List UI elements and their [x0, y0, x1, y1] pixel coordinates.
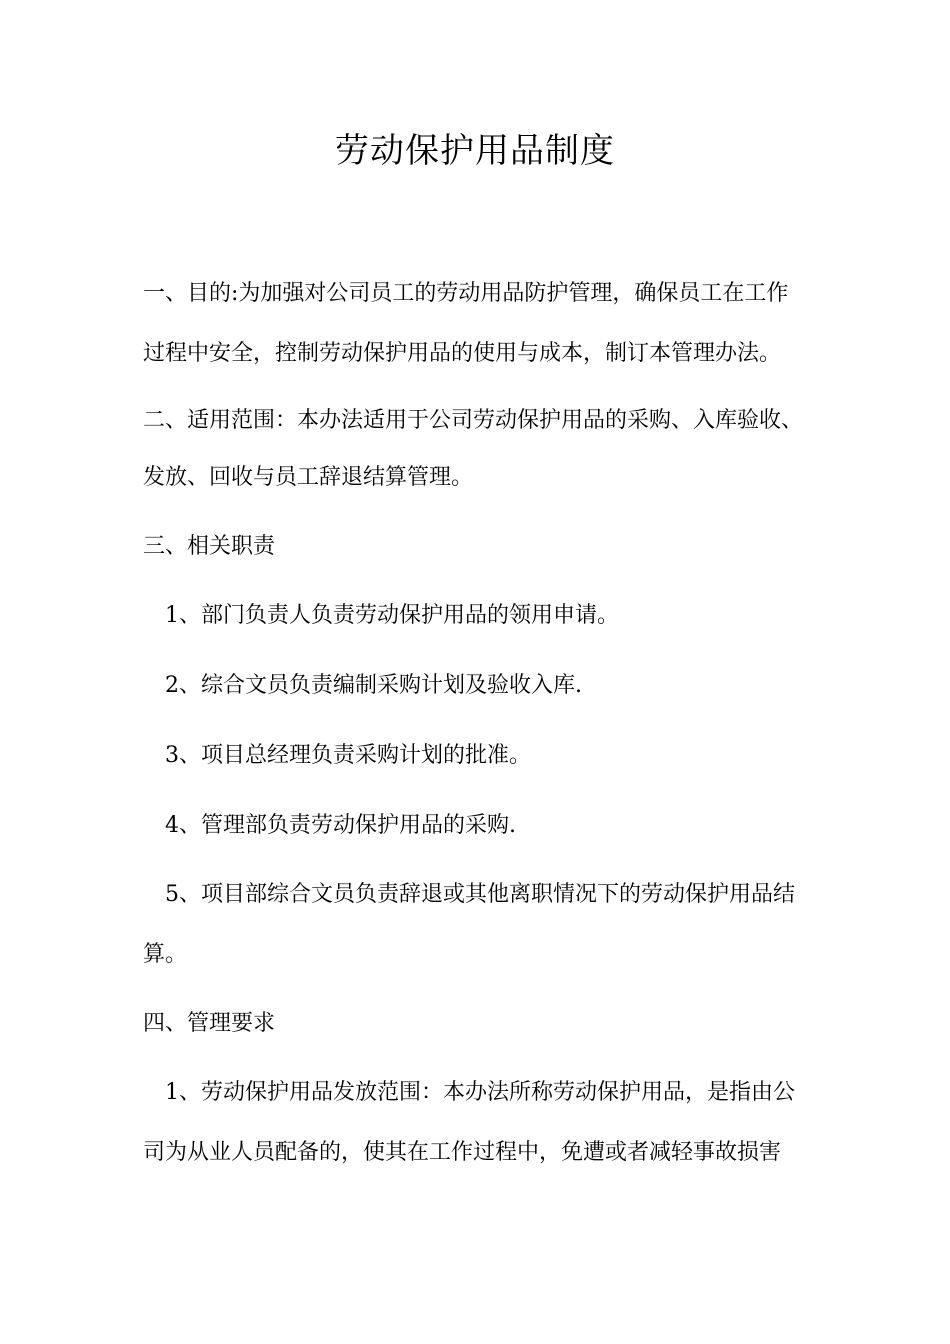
management-item-1-line-2: 司为从业人员配备的，使其在工作过程中，免遭或者减轻事故损害	[143, 1140, 782, 1165]
responsibility-item-5-line-1: 5、项目部综合文员负责辞退或其他离职情况下的劳动保护用品结	[165, 882, 795, 907]
responsibility-item-2: 2、综合文员负责编制采购计划及验收入库.	[165, 673, 582, 698]
responsibility-item-3: 3、项目总经理负责采购计划的批准。	[165, 743, 531, 768]
management-heading: 四、管理要求	[143, 1011, 276, 1036]
management-item-1-line-1: 1、劳动保护用品发放范围：本办法所称劳动保护用品，是指由公	[165, 1080, 795, 1105]
scope-line-2: 发放、回收与员工辞退结算管理。	[143, 465, 474, 490]
purpose-line-2: 过程中安全，控制劳动保护用品的使用与成本，制订本管理办法。	[143, 341, 782, 366]
responsibility-item-4: 4、管理部负责劳动保护用品的采购.	[165, 813, 516, 838]
responsibility-item-5-line-2: 算。	[143, 942, 188, 967]
scope-line-1: 二、适用范围：本办法适用于公司劳动保护用品的采购、入库验收、	[143, 408, 804, 433]
responsibility-item-1: 1、部门负责人负责劳动保护用品的领用申请。	[165, 603, 619, 628]
document-title: 劳动保护用品制度	[335, 131, 615, 171]
responsibilities-heading: 三、相关职责	[143, 534, 276, 559]
purpose-line-1: 一、目的:为加强对公司员工的劳动用品防护管理，确保员工在工作	[143, 281, 789, 306]
